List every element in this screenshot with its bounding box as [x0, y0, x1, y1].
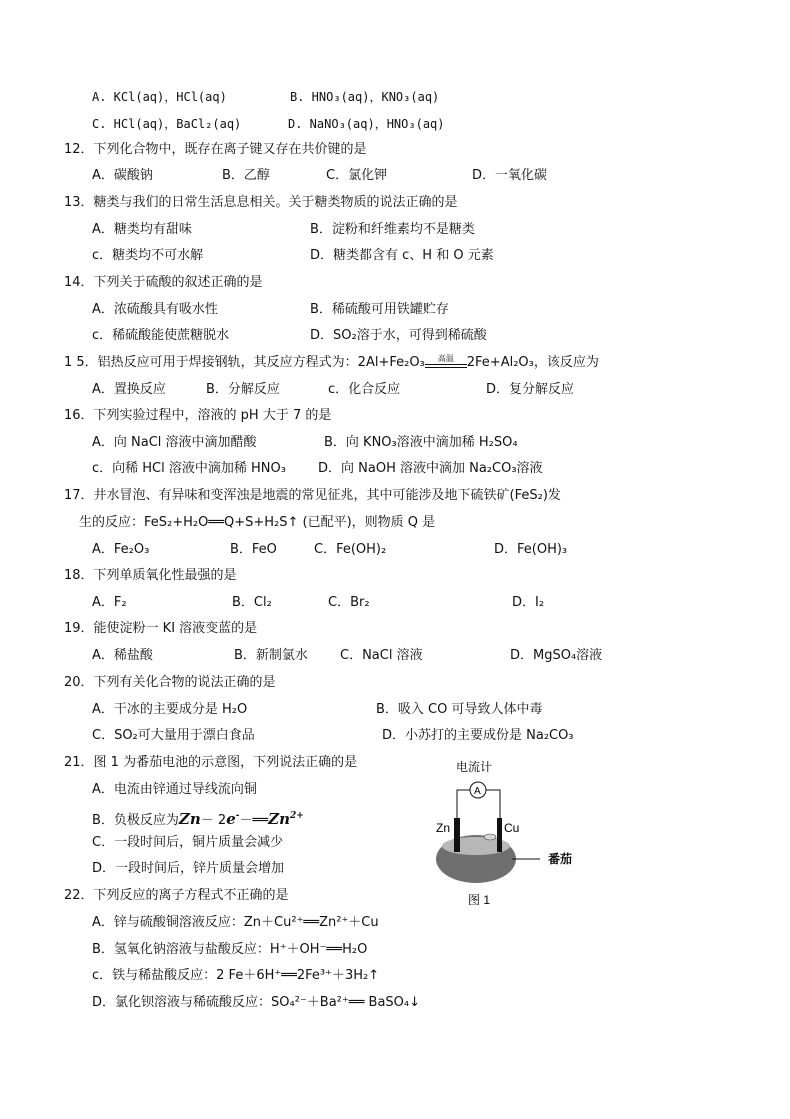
option-d: D．糖类都含有 c、H 和 O 元素	[310, 248, 494, 263]
option-d: D．复分解反应	[486, 382, 575, 397]
question-13: 13．糖类与我们的日常生活息息相关。关于糖类物质的说法正确的是	[64, 195, 458, 210]
option-b: B．Cl₂	[232, 595, 272, 610]
tomato-stem	[484, 834, 496, 840]
option-b: B．分解反应	[206, 382, 280, 397]
ammeter-symbol: A	[474, 786, 481, 797]
option-b: B. HNO₃(aq)，KNO₃(aq)	[290, 90, 440, 104]
q22-option-d: D．氯化钡溶液与稀硫酸反应：SO₄²⁻＋Ba²⁺══ BaSO₄↓	[92, 995, 420, 1010]
eq-minus-2: － 2	[200, 813, 227, 828]
option-d: D．MgSO₄溶液	[510, 648, 603, 663]
option-d: D．向 NaOH 溶液中滴加 Na₂CO₃溶液	[318, 461, 543, 476]
option-d: D. NaNO₃(aq)，HNO₃(aq)	[288, 117, 445, 131]
option-d: D．SO₂溶于水，可得到稀硫酸	[310, 328, 487, 343]
eq-zn-ion: $Zn^{2+}$	[268, 810, 304, 828]
q21-option-d: D．一段时间后，锌片质量会增加	[92, 861, 285, 876]
option-a: A．向 NaCl 溶液中滴加醋酸	[92, 435, 257, 450]
option-a: A. KCl(aq)，HCl(aq)	[92, 90, 227, 104]
question-21: 21．图 1 为番茄电池的示意图，下列说法正确的是	[64, 755, 358, 770]
reaction-arrow	[425, 353, 467, 370]
question-15	[64, 354, 599, 372]
q22-option-b: B．氢氧化钠溶液与盐酸反应：H⁺＋OH⁻══H₂O	[92, 942, 368, 957]
option-a: A．糖类均有甜味	[92, 222, 192, 237]
option-b: B．新制氯水	[234, 648, 308, 663]
question-18: 18．下列单质氧化性最强的是	[64, 568, 237, 583]
question-19: 19．能使淀粉一 KI 溶液变蓝的是	[64, 621, 258, 636]
option-a: A．浓硫酸具有吸水性	[92, 302, 218, 317]
option-b-text: B．负极反应为	[92, 813, 179, 828]
meter-label: 电流计	[456, 760, 493, 774]
figure-caption: 图 1	[468, 893, 491, 907]
question-12: 12．下列化合物中，既存在离子键又存在共价键的是	[64, 142, 367, 157]
zn-electrode	[454, 818, 460, 852]
wire-right	[486, 790, 500, 820]
question-17-line1: 17．井水冒泡、有异味和变浑浊是地震的常见征兆，其中可能涉及地下硫铁矿(FeS₂)发	[64, 488, 561, 503]
q21-option-b	[92, 807, 304, 830]
q22-option-c: c．铁与稀盐酸反应：2 Fe＋6H⁺══2Fe³⁺＋3H₂↑	[92, 968, 380, 983]
option-c: c．稀硫酸能使蔗糖脱水	[92, 328, 230, 343]
cu-label: Cu	[504, 821, 520, 835]
option-d: D．小苏打的主要成份是 Na₂CO₃	[382, 728, 574, 743]
option-c: c．向稀 HCl 溶液中滴加稀 HNO₃	[92, 461, 286, 476]
question-17-line2: 生的反应：FeS₂+H₂O══Q+S+H₂S↑ (已配平)，则物质 Q 是	[79, 515, 436, 530]
option-a: A．碳酸钠	[92, 168, 153, 183]
question-16: 16．下列实验过程中，溶液的 pH 大于 7 的是	[64, 408, 332, 423]
option-b: B．FeO	[230, 542, 277, 557]
option-b: B．乙醇	[222, 168, 270, 183]
option-a: A．干冰的主要成分是 H₂O	[92, 702, 248, 717]
option-c: C．SO₂可大量用于漂白食品	[92, 728, 255, 743]
option-a: A．置换反应	[92, 382, 166, 397]
tomato-battery-diagram	[428, 756, 608, 912]
option-d: D．Fe(OH)₃	[494, 542, 568, 557]
zn-label: Zn	[436, 821, 451, 835]
option-b: B．稀硫酸可用铁罐贮存	[310, 302, 449, 317]
option-d: D．I₂	[512, 595, 545, 610]
question-22: 22．下列反应的离子方程式不正确的是	[64, 888, 289, 903]
question-20: 20．下列有关化合物的说法正确的是	[64, 675, 276, 690]
eq-electron: e-	[226, 810, 240, 828]
option-c: c．化合反应	[328, 382, 401, 397]
cu-electrode	[497, 818, 502, 852]
option-c: C．Br₂	[328, 595, 370, 610]
question-14: 14．下列关于硫酸的叙述正确的是	[64, 275, 263, 290]
option-b: B．淀粉和纤维素均不是糖类	[310, 222, 475, 237]
option-b: B．向 KNO₃溶液中滴加稀 H₂SO₄	[324, 435, 518, 450]
tomato-label: 番茄	[548, 852, 573, 866]
q21-option-a: A．电流由锌通过导线流向铜	[92, 782, 257, 797]
option-d: D．一氧化碳	[472, 168, 548, 183]
option-c: C．Fe(OH)₂	[314, 542, 387, 557]
option-b: B．吸入 CO 可导致人体中毒	[376, 702, 543, 717]
tomato-battery-figure	[428, 756, 608, 912]
option-a: A．稀盐酸	[92, 648, 153, 663]
eq-equals: －══	[239, 813, 269, 828]
option-c: C. HCl(aq)，BaCl₂(aq)	[92, 117, 242, 131]
wire-left	[457, 790, 470, 820]
option-c: c．糖类均不可水解	[92, 248, 204, 263]
q22-option-a: A．锌与硫酸铜溶液反应：Zn＋Cu²⁺══Zn²⁺＋Cu	[92, 915, 379, 930]
q15-text-post: 2Fe+Al₂O₃，该反应为	[466, 355, 599, 370]
q15-text-pre: 1 5．铝热反应可用于焊接钢轨，其反应方程式为：2Al+Fe₂O₃	[64, 355, 425, 370]
option-c: C．NaCl 溶液	[340, 648, 423, 663]
reaction-condition: 高温	[437, 353, 454, 363]
q21-option-c: C．一段时间后，铜片质量会减少	[92, 835, 284, 850]
option-a: A．F₂	[92, 595, 127, 610]
option-a: A．Fe₂O₃	[92, 542, 150, 557]
eq-zn: Zn	[178, 810, 201, 828]
option-c: C．氯化钾	[326, 168, 388, 183]
